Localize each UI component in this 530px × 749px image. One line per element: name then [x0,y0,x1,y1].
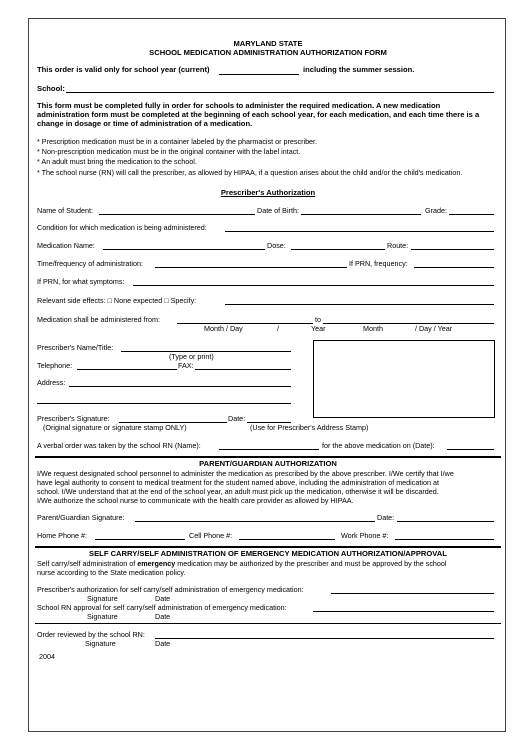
time-frequency-field[interactable] [155,267,347,268]
intro-line-1: This form must be completed fully in order for schools to administer the required medication. A new medication [37,101,441,110]
rn-self-carry-date-label: Date [155,612,171,621]
start-date-field[interactable] [177,323,313,324]
parent-date-label: Date: [377,513,395,522]
month-day-label: Month / Day [204,324,243,333]
self-carry-text-1 [37,559,447,568]
side-effects-label[interactable]: Relevant side effects: □ None expected □ Specify: [37,296,197,305]
order-validity-label: This order is valid only for school year (current) [37,65,210,74]
time-frequency-label: Time/frequency of administration: [37,259,143,268]
verbal-order-date-label: for the above medication on (Date): [322,441,435,450]
bullet-item: * The school nurse (RN) will call the prescriber, as allowed by HIPAA, if a question arises about the child and/or the child's medication. [37,168,463,177]
parent-text-3: school. I/We understand that at the end of the school year, an adult must pick up the medication, otherwise it will be discarded. [37,487,439,496]
parent-heading: PARENT/GUARDIAN AUTHORIZATION [199,459,337,468]
section-divider [35,623,501,624]
type-or-print-label: (Type or print) [169,352,214,361]
work-phone-label: Work Phone #: [341,531,389,540]
home-phone-field[interactable] [95,539,185,540]
form-page [28,18,506,732]
intro-line-3: change in dosage or time of administration of a medication. [37,119,253,128]
address-stamp-note: (Use for Prescriber's Address Stamp) [250,423,369,432]
prescriber-heading: Prescriber's Authorization [220,188,316,197]
reviewed-signature-label: Signature [85,639,116,648]
dose-field[interactable] [291,249,385,250]
route-label: Route: [387,241,409,250]
student-name-label: Name of Student: [37,206,93,215]
rn-self-carry-signature-label: Signature [87,612,118,621]
school-label: School: [37,84,65,93]
self-carry-text-2: nurse according to the State medication policy. [37,568,186,577]
school-field[interactable] [66,92,494,93]
self-carry-text-1-bold: emergency [137,559,176,568]
dob-field[interactable] [301,214,421,215]
slash-label: / [277,324,279,333]
rn-self-carry-label: School RN approval for self carry/self administration of emergency medication: [37,603,287,612]
prescriber-signature-label: Prescriber's Signature: [37,414,110,423]
reviewed-by-label: Order reviewed by the school RN: [37,630,145,639]
condition-field[interactable] [225,231,494,232]
medication-name-field[interactable] [103,249,265,250]
form-year: 2004 [39,652,55,661]
medication-name-label: Medication Name: [37,241,95,250]
dob-label: Date of Birth: [257,206,299,215]
parent-signature-label: Parent/Guardian Signature: [37,513,125,522]
parent-text-4: I/We authorize the school nurse to communicate with the health care provider as allowed by HIPAA. [37,496,354,505]
prescriber-name-label: Prescriber's Name/Title: [37,343,114,352]
address-field-1[interactable] [69,386,291,387]
section-divider [35,546,501,548]
verbal-order-nurse-field[interactable] [219,449,319,450]
parent-date-field[interactable] [397,521,494,522]
bullet-item: * An adult must bring the medication to the school. [37,157,197,166]
self-carry-text-1-post: medication may be authorized by the prescriber and must be approved by the school [175,559,447,568]
prescriber-self-carry-label: Prescriber's authorization for self carry/self administration of emergency medication: [37,585,304,594]
bullet-item: * Non-prescription medication must be in the original container with the label intact. [37,147,301,156]
parent-signature-field[interactable] [135,521,375,522]
route-field[interactable] [411,249,494,250]
cell-phone-label: Cell Phone #: [189,531,233,540]
fax-field[interactable] [195,369,291,370]
signature-note: (Original signature or signature stamp ONLY) [43,423,187,432]
parent-text-2: have legal authority to consent to medical treatment for the student named above, including the administration of medication at [37,478,439,487]
bullet-item: * Prescription medication must be in a container labeled by the pharmacist or prescriber. [37,137,318,146]
prn-symptoms-label: If PRN, for what symptoms: [37,277,125,286]
reviewed-by-field[interactable] [155,638,494,639]
telephone-field[interactable] [77,369,177,370]
end-date-field[interactable] [323,323,494,324]
grade-label: Grade: [425,206,447,215]
student-name-field[interactable] [99,214,255,215]
administered-from-label: Medication shall be administered from: [37,315,161,324]
address-label: Address: [37,378,66,387]
side-effects-field[interactable] [225,304,494,305]
order-validity-suffix: including the summer session. [303,65,415,74]
telephone-label: Telephone: [37,361,73,370]
grade-field[interactable] [449,214,494,215]
verbal-order-label: A verbal order was taken by the school RN (Name): [37,441,201,450]
prescriber-self-carry-signature-label: Signature [87,594,118,603]
section-divider [35,456,501,458]
year-label: Year [311,324,326,333]
prn-frequency-label: If PRN, frequency: [349,259,408,268]
month-label: Month [363,324,383,333]
prescriber-self-carry-date-label: Date [155,594,171,603]
parent-text-1: I/We request designated school personnel to administer the medication as prescribed by the above prescriber. I/We certify that I/we [37,469,454,478]
prn-symptoms-field[interactable] [133,285,494,286]
prescriber-self-carry-field[interactable] [331,593,494,594]
work-phone-field[interactable] [395,539,494,540]
school-year-field[interactable] [219,74,299,75]
form-title: MARYLAND STATE [233,39,303,48]
signature-date-label: Date: [228,414,246,423]
condition-label: Condition for which medication is being administered: [37,223,207,232]
dose-label: Dose: [267,241,286,250]
prn-frequency-field[interactable] [414,267,494,268]
reviewed-date-label: Date [155,639,171,648]
cell-phone-field[interactable] [239,539,335,540]
verbal-order-date-field[interactable] [447,449,494,450]
address-field-2[interactable] [37,403,291,404]
fax-label: FAX: [178,361,194,370]
day-year-label: / Day / Year [415,324,453,333]
address-stamp-box[interactable] [313,340,495,418]
to-label: to [315,315,321,324]
rn-self-carry-field[interactable] [313,611,494,612]
self-carry-text-1-pre: Self carry/self administration of [37,559,138,568]
home-phone-label: Home Phone #: [37,531,87,540]
form-subtitle: SCHOOL MEDICATION ADMINISTRATION AUTHORIZATION FORM [149,48,387,57]
self-carry-heading: SELF CARRY/SELF ADMINISTRATION OF EMERGENCY MEDICATION AUTHORIZATION/APPROVAL [89,549,447,558]
intro-line-2: administration form must be completed at the beginning of each school year, for each medication, and each time there is a [37,110,480,119]
